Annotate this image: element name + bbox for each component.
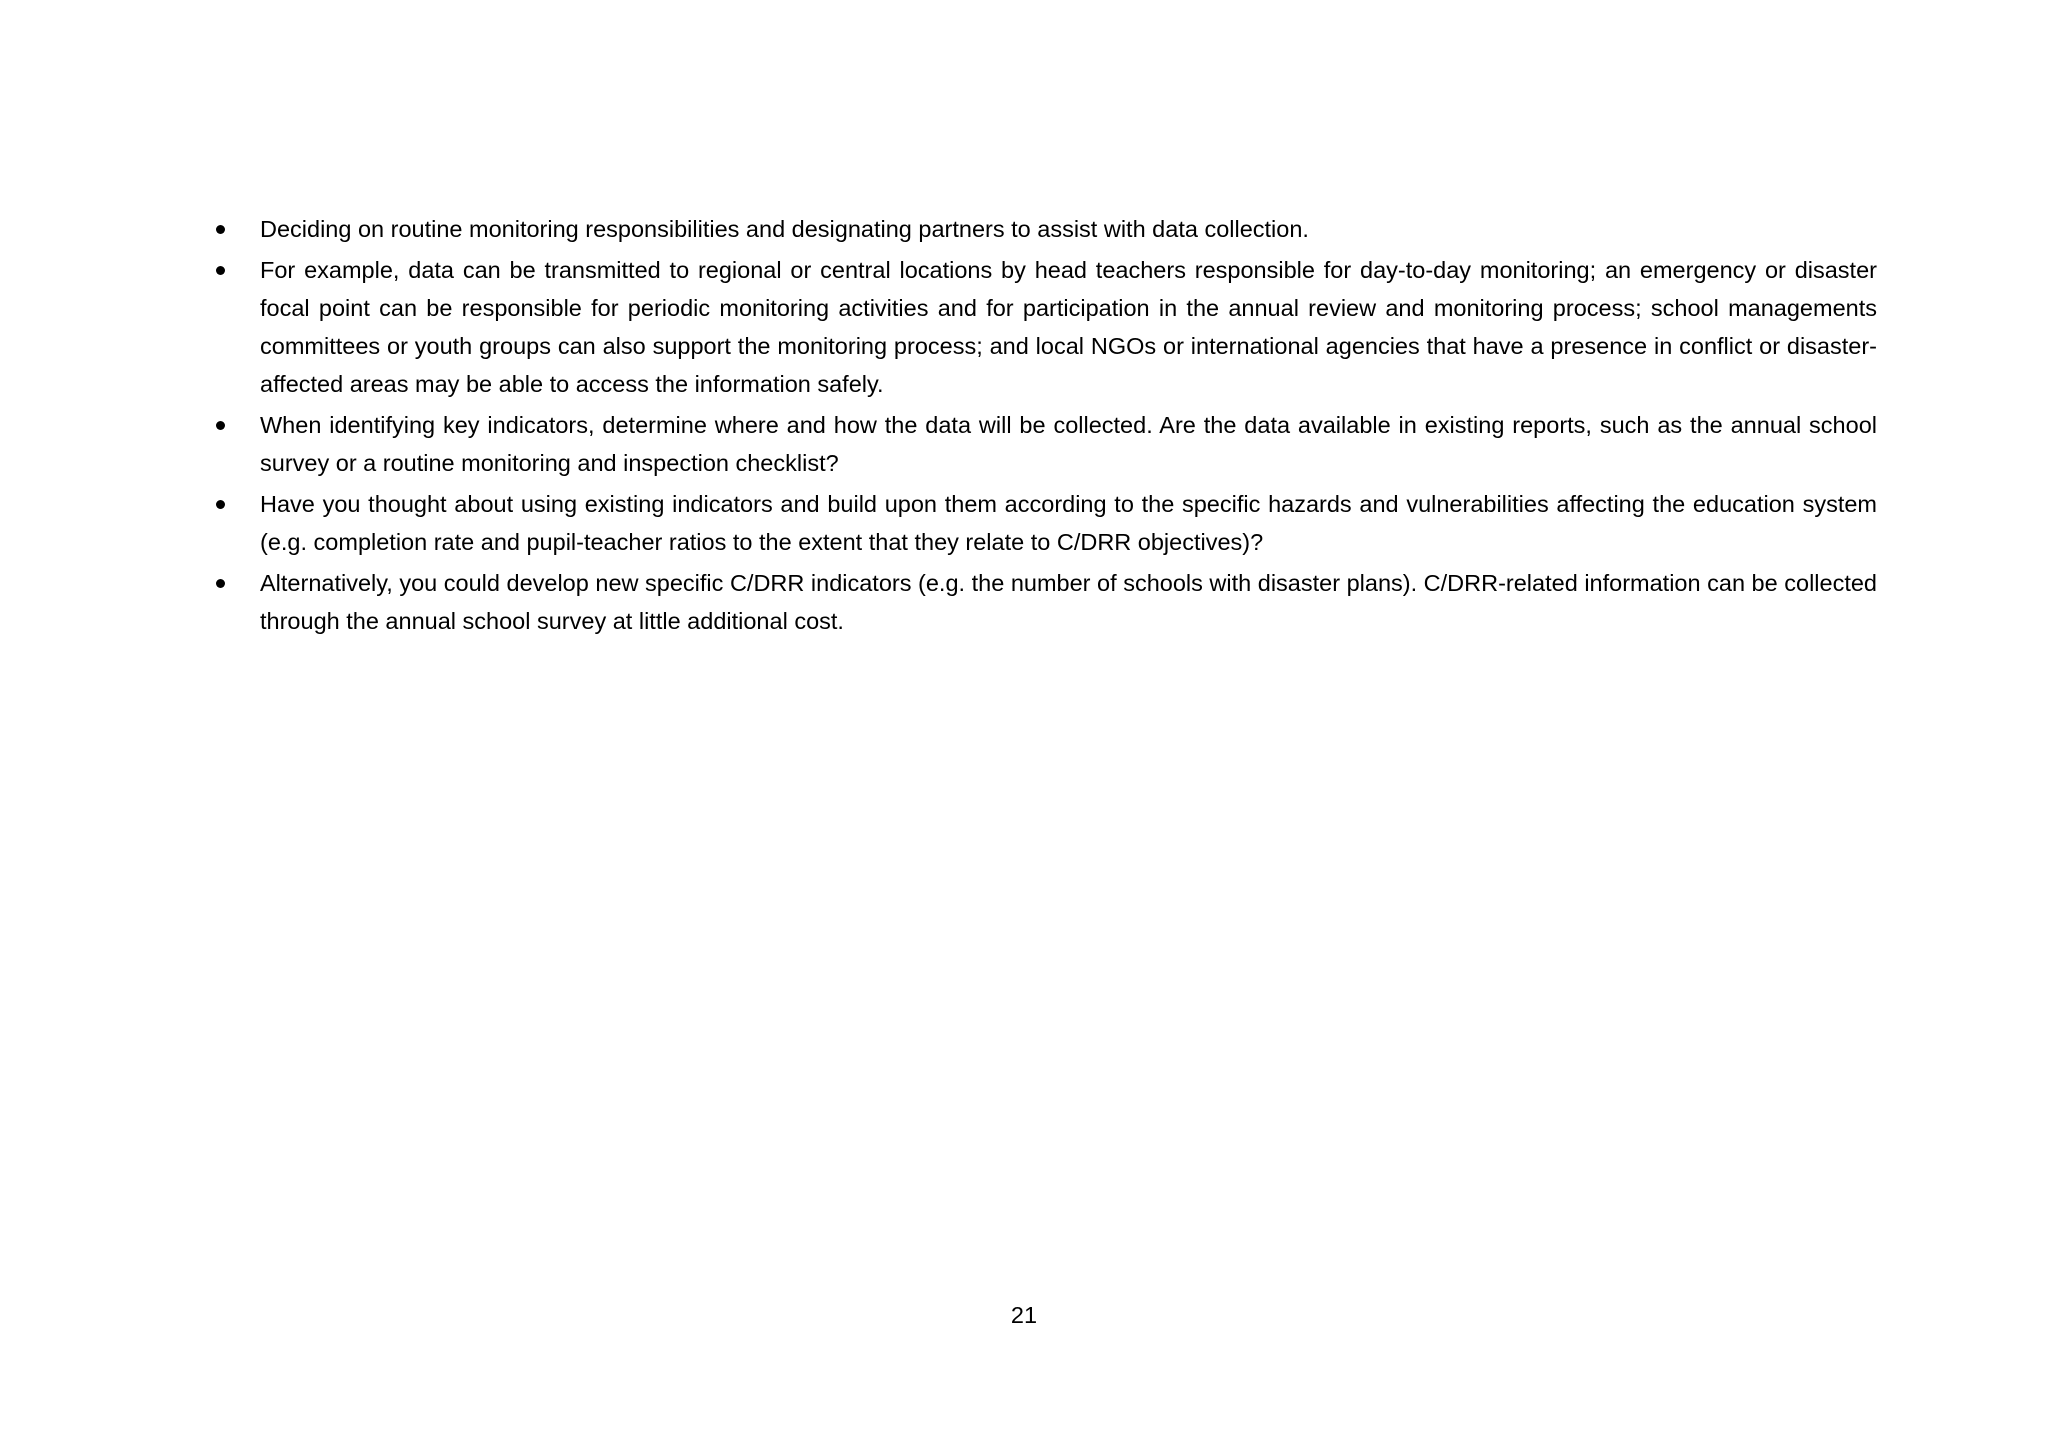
bullet-list bbox=[216, 210, 1877, 643]
bullet-point-icon bbox=[216, 266, 225, 275]
bullet-text: Alternatively, you could develop new specific C/DRR indicators (e.g. the number of schools with disaster plans). C/DRR-related information can be collected through the annual school survey at little additional cost. bbox=[260, 570, 1877, 634]
bullet-text: Have you thought about using existing indicators and build upon them according to the specific hazards and vulnerabilities affecting the education system (e.g. completion rate and pupil-teacher ratios to the extent that they relate to C/DRR objectives)? bbox=[260, 491, 1877, 555]
bullet-point-icon bbox=[216, 500, 225, 509]
bullet-item-data-transmission-example bbox=[216, 251, 1877, 403]
bullet-item-existing-indicators bbox=[216, 485, 1877, 561]
bullet-text: Deciding on routine monitoring responsibilities and designating partners to assist with data collection. bbox=[260, 216, 1309, 242]
bullet-text: When identifying key indicators, determine where and how the data will be collected. Are the data available in existing reports, such as the annual school survey or a routine monitoring and inspection checklist? bbox=[260, 412, 1877, 476]
bullet-item-routine-monitoring bbox=[216, 210, 1877, 248]
bullet-point-icon bbox=[216, 225, 225, 234]
page-number: 21 bbox=[1010, 1302, 1038, 1328]
bullet-point-icon bbox=[216, 579, 225, 588]
bullet-item-key-indicators bbox=[216, 406, 1877, 482]
bullet-item-new-indicators bbox=[216, 564, 1877, 640]
bullet-point-icon bbox=[216, 421, 225, 430]
bullet-text: For example, data can be transmitted to regional or central locations by head teachers responsible for day-to-day monitoring; an emergency or disaster focal point can be responsible for periodic monitoring activities and for participation in the annual review and monitoring process; school managements committees or youth groups can also support the monitoring process; and local NGOs or international agencies that have a presence in conflict or disaster-affected areas may be able to access the information safely. bbox=[260, 257, 1877, 397]
